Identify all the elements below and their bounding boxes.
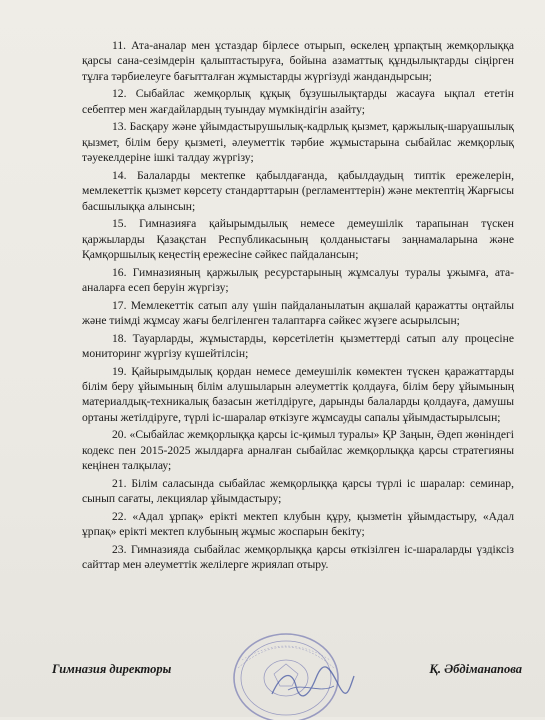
signature-block: [52, 662, 522, 682]
director-title: Гимназия директоры: [52, 662, 172, 676]
order-item-12: 12. Сыбайлас жемқорлық құқық бұзушылықтарды жасауға ықпал ететін себептер мен жағдайлардың туындау мүмкіндігін азайту;: [82, 87, 514, 116]
order-item-16: 16. Гимназияның қаржылық ресурстарының жұмсалуы туралы ұжымға, ата-аналарға есеп беруін жүргізу;: [82, 265, 514, 295]
order-item-17: 17. Мемлекеттік сатып алу үшін пайдаланылатын ақшалай қаражатты оңтайлы және тиімді жұмсау жағы белгіленген талаптарға сәйкес жүзеге асырылсын;: [82, 298, 514, 328]
order-item-20: 20. «Сыбайлас жемқорлыққа қарсы іс-қимыл туралы» ҚР Заңын, Әдеп жөніндегі кодекс пен 2015-2025 жылдарға арналған сыбайлас жемқорлыққа қарсы стратегияны кеңінен талқылау;: [82, 428, 514, 473]
order-item-13: 13. Басқару және ұйымдастырушылық-кадрлық қызмет, қаржылық-шаруашылық қызмет, білім беру қызметі, әлеуметтік тәрбие жұмыстарына сыбайлас жемқорлық тәуекелдеріне ішкі талдау жүргізу;: [82, 120, 514, 165]
order-item-15: 15. Гимназияға қайырымдылық немесе демеушілік тарапынан түскен қаржыларды Қазақстан Республикасының қолданыстағы заңнамаларына және Қамқоршылық кеңестің ережесіне сәйкес пайдалансын;: [82, 217, 514, 262]
director-name: Қ. Әбдіманапова: [429, 662, 522, 676]
order-item-11: 11. Ата-аналар мен ұстаздар бірлесе отырып, өскелең ұрпақтың жемқорлыққа қарсы сана-сезімдерін қалыптастыруға, бойына азаматтық құндылықтарды сіңірген тұлға тәрбиелеуге бағытталған жұмыстарды жүргізуді жандандырсын;: [82, 39, 514, 83]
order-item-22: 22. «Адал ұрпақ» ерікті мектеп клубын құру, қызметін ұйымдастыру, «Адал ұрпақ» ерікті мектеп клубының жұмыс жоспарын бекіту;: [82, 509, 514, 539]
order-item-14: 14. Балаларды мектепке қабылдағанда, қабылдаудың типтік ережелерін, мемлекеттік қызмет көрсету стандарттарын (регламенттерін) және мектептің Жарғысы басшылыққа алынсын;: [82, 168, 514, 213]
order-item-21: 21. Білім саласында сыбайлас жемқорлыққа қарсы түрлі іс шаралар: семинар, сынып сағаты, лекциялар ұйымдастыру;: [82, 476, 514, 506]
order-item-18: 18. Тауарларды, жұмыстарды, көрсетілетін қызметтерді сатып алу процесіне мониторинг жүргізу күшейтілсін;: [82, 331, 514, 361]
order-item-19: 19. Қайырымдылық қордан немесе демеушілік көмектен түскен қаражаттарды білім беру ұйымының білім алушыларын әлеуметтік қолдауға, білім беру ұйымының материалдық-техникалық базасын жетілдіруге, дарынды балаларды қолдауға, дамушы ортаны жетілдіруге, түрлі іс-шаралар өткізуге жұмсауды сапалы ұйымдастырылсын;: [82, 364, 514, 424]
order-items: [82, 38, 514, 575]
order-item-23: 23. Гимназияда сыбайлас жемқорлыққа қарсы өткізілген іс-шараларды үздіксіз сайттар мен әлеуметтік желілерге жриялап отыру.: [82, 542, 514, 572]
